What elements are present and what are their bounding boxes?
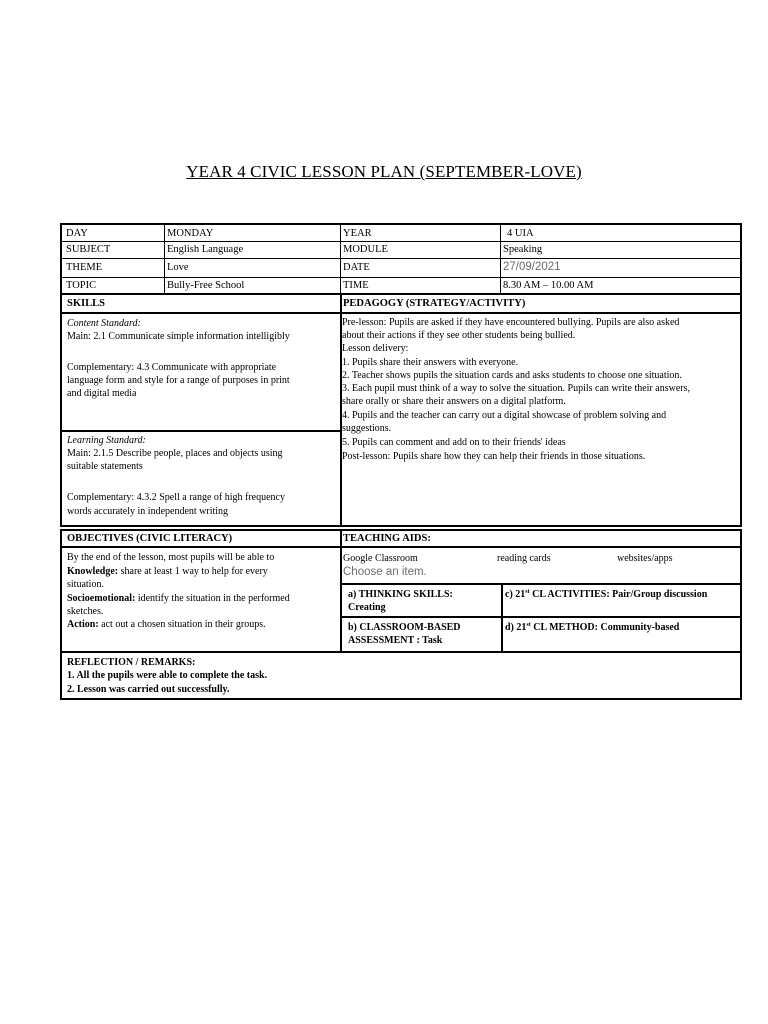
classroom-assessment: b) CLASSROOM-BASED [348,622,461,633]
cl-method-suffix: CL METHOD: Community-based [530,622,680,633]
subject-value: English Language [167,244,244,255]
teaching-aid-reading-cards: reading cards [497,553,551,564]
cl-method [505,621,679,634]
socio-label: Socioemotional: [67,593,136,604]
pedagogy-line: Post-lesson: Pupils share how they can help their friends in those situations. [342,451,646,462]
cl-activities-suffix: CL ACTIVITIES: Pair/Group discussion [529,589,708,600]
theme-label: THEME [66,262,103,273]
socio-text: identify the situation in the performed [135,593,290,604]
pedagogy-line: 4. Pupils and the teacher can carry out a digital showcase of problem solving and [342,410,667,421]
learning-standard-comp-1: Complementary: 4.3.2 Spell a range of high frequency [67,492,285,503]
objective-action [67,618,266,631]
year-value: 4 UIA [507,228,534,239]
pedagogy-line: 5. Pupils can comment and add on to their friends' ideas [342,437,566,448]
date-field[interactable]: 27/09/2021 [503,261,561,273]
teaching-aid-websites: websites/apps [617,553,673,564]
objectives-intro: By the end of the lesson, most pupils will be able to [67,552,275,563]
time-value: 8.30 AM – 10.00 AM [503,280,594,291]
page-title: YEAR 4 CIVIC LESSON PLAN (SEPTEMBER-LOVE) [186,162,582,181]
learning-standard-main-2: suitable statements [67,461,143,472]
reflection-line-1: 1. All the pupils were able to complete the task. [67,670,268,681]
action-label: Action: [67,619,99,630]
content-standard-main: Main: 2.1 Communicate simple information intelligibly [67,331,290,342]
knowledge-text: share at least 1 way to help for every [118,566,268,577]
content-standard-comp-3: and digital media [67,388,137,399]
objective-knowledge-cont: situation. [67,579,104,590]
classroom-assessment-value: ASSESSMENT : Task [348,635,443,646]
objectives-header: OBJECTIVES (CIVIC LITERACY) [67,533,233,544]
pedagogy-header: PEDAGOGY (STRATEGY/ACTIVITY) [343,298,526,309]
time-label: TIME [343,280,369,291]
reflection-line-2: 2. Lesson was carried out successfully. [67,684,230,695]
objective-knowledge [67,565,268,578]
theme-value: Love [167,262,189,273]
teaching-aid-google-classroom: Google Classroom [343,553,418,564]
thinking-skills: a) THINKING SKILLS: [348,589,453,600]
pedagogy-line: Pre-lesson: Pupils are asked if they have encountered bullying. Pupils are also asked [342,317,680,328]
pedagogy-line: Lesson delivery: [342,343,409,354]
pedagogy-line: share orally or share their answers on a digital platform. [342,396,566,407]
learning-standard-comp-2: words accurately in independent writing [67,506,229,517]
learning-standard-label: Learning Standard: [67,435,146,446]
pedagogy-line: 1. Pupils share their answers with everyone. [342,357,519,368]
content-standard-comp-2: language form and style for a range of purposes in print [67,375,290,386]
subject-label: SUBJECT [66,244,111,255]
cl-activities-sup: st [525,589,530,595]
cl-method-sup: st [526,622,531,628]
pedagogy-line: suggestions. [342,423,392,434]
teaching-aids-header: TEACHING AIDS: [343,533,431,544]
learning-standard-main-1: Main: 2.1.5 Describe people, places and objects using [67,448,283,459]
info-table [60,223,742,295]
content-standard-comp-1: Complementary: 4.3 Communicate with appropriate [67,362,277,373]
pedagogy-line: 3. Each pupil must think of a way to solve the situation. Pupils can write their answers, [342,383,690,394]
cl-activities [505,588,707,601]
thinking-skills-value: Creating [348,602,386,613]
day-value: MONDAY [167,228,214,239]
objective-socioemotional [67,592,290,605]
topic-value: Bully-Free School [167,280,245,291]
skills-header: SKILLS [67,298,105,309]
objective-socioemotional-cont: sketches. [67,606,104,617]
year-label: YEAR [343,228,372,239]
knowledge-label: Knowledge: [67,566,119,577]
reflection-header: REFLECTION / REMARKS: [67,657,196,668]
cl-activities-prefix: c) 21 [505,589,526,600]
content-standard-label: Content Standard: [67,318,141,329]
date-label: DATE [343,262,370,273]
cl-method-prefix: d) 21 [505,622,527,633]
action-text: act out a chosen situation in their groups. [98,619,266,630]
day-label: DAY [66,228,88,239]
pedagogy-line: 2. Teacher shows pupils the situation cards and asks students to choose one situation. [342,370,682,381]
module-label: MODULE [343,244,388,255]
choose-item-dropdown[interactable]: Choose an item. [343,566,427,578]
module-value: Speaking [503,244,543,255]
topic-label: TOPIC [66,280,97,291]
pedagogy-line: about their actions if they see other students being bullied. [342,330,576,341]
